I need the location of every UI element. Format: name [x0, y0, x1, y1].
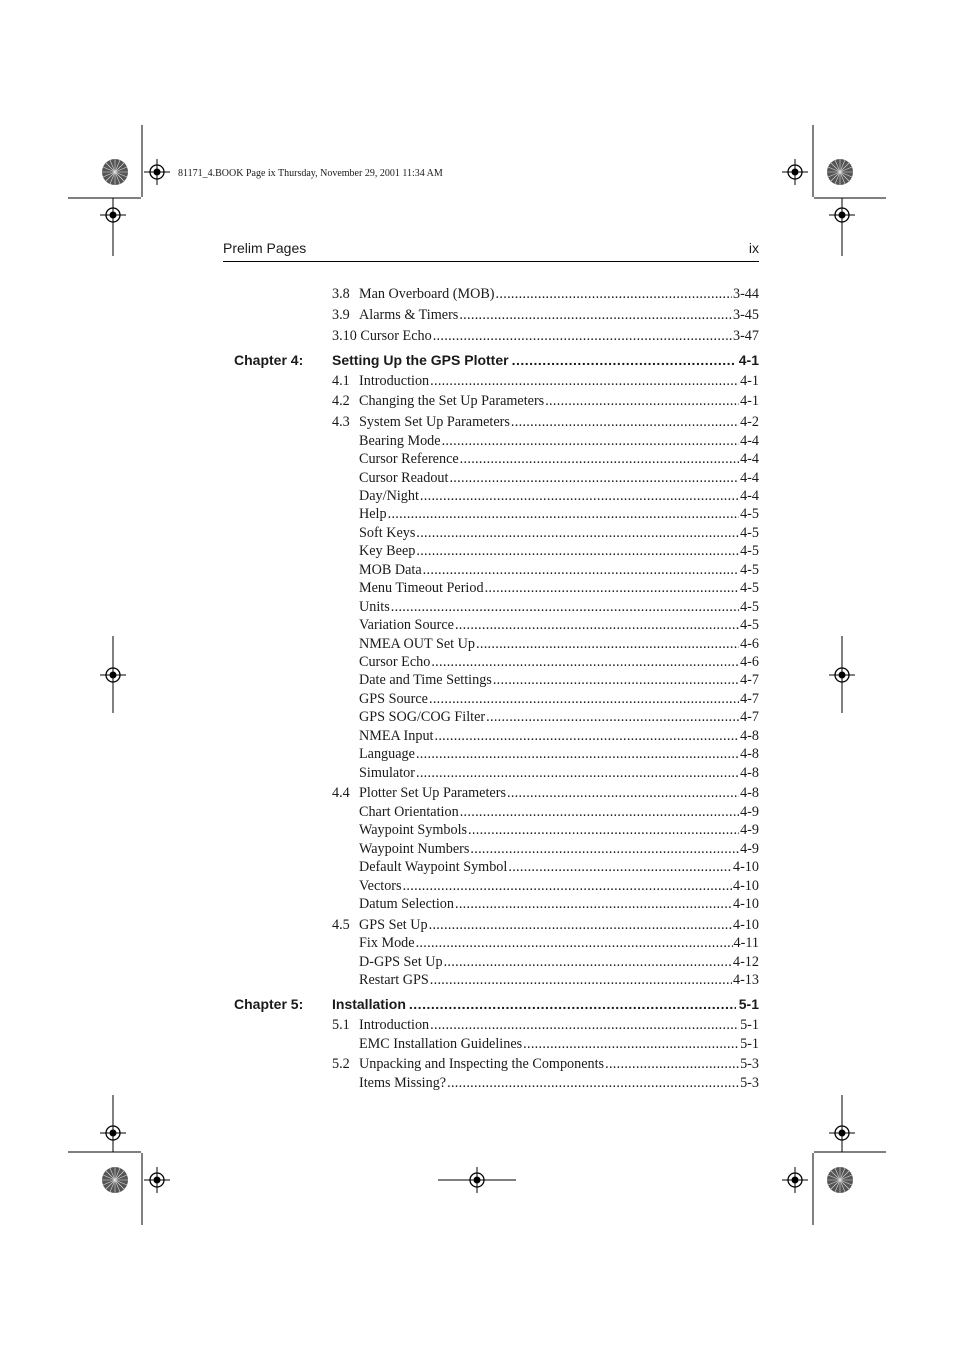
toc-subentry[interactable]: Day/Night ..... 4-4 — [359, 487, 759, 505]
toc-subentry[interactable]: Restart GPS ..... 4-13 — [359, 971, 759, 989]
toc-subentry[interactable]: Datum Selection ..... 4-10 — [359, 895, 759, 913]
toc-chapter-4[interactable]: Chapter 4: Setting Up the GPS Plotter ..... 4-1 — [234, 350, 759, 370]
toc-subentry[interactable]: Waypoint Symbols ..... 4-9 — [359, 821, 759, 839]
toc-subentry[interactable]: Help ..... 4-5 — [359, 505, 759, 523]
toc-entry[interactable]: 5.2 Unpacking and Inspecting the Components ..... 5-3 — [332, 1055, 759, 1073]
toc-subentry[interactable]: Cursor Echo ..... 4-6 — [359, 653, 759, 671]
toc-subentry[interactable]: D-GPS Set Up ..... 4-12 — [359, 953, 759, 971]
toc-subentry[interactable]: Simulator ..... 4-8 — [359, 764, 759, 782]
toc-subentry[interactable]: Waypoint Numbers ..... 4-9 — [359, 840, 759, 858]
toc-subentry[interactable]: Items Missing? ..... 5-3 — [359, 1074, 759, 1092]
toc-subentry[interactable]: NMEA OUT Set Up ..... 4-6 — [359, 635, 759, 653]
toc-subentry[interactable]: Cursor Readout ..... 4-4 — [359, 469, 759, 487]
toc-subentry[interactable]: Key Beep ..... 4-5 — [359, 542, 759, 560]
toc-subentry[interactable]: Soft Keys ..... 4-5 — [359, 524, 759, 542]
toc-entry[interactable]: 4.2 Changing the Set Up Parameters ..... 4-1 — [332, 392, 759, 410]
toc-subentry[interactable]: Variation Source ..... 4-5 — [359, 616, 759, 634]
print-slug: 81171_4.BOOK Page ix Thursday, November 29, 2001 11:34 AM — [178, 168, 443, 179]
toc-entry[interactable]: 3.8 Man Overboard (MOB) ..... 3-44 — [332, 285, 759, 303]
toc-subentry[interactable]: Units ..... 4-5 — [359, 598, 759, 616]
toc-subentry[interactable]: Default Waypoint Symbol ..... 4-10 — [359, 858, 759, 876]
toc-subentry[interactable]: GPS Source ..... 4-7 — [359, 690, 759, 708]
toc-subentry[interactable]: MOB Data ..... 4-5 — [359, 561, 759, 579]
toc-subentry[interactable]: NMEA Input ..... 4-8 — [359, 727, 759, 745]
toc-entry[interactable]: 3.9 Alarms & Timers ..... 3-45 — [332, 306, 759, 324]
toc-entry[interactable]: 4.3 System Set Up Parameters ..... 4-2 — [332, 413, 759, 431]
toc-entry[interactable]: 5.1 Introduction ..... 5-1 — [332, 1016, 759, 1034]
toc-entry[interactable]: 4.4 Plotter Set Up Parameters ..... 4-8 — [332, 784, 759, 802]
toc-subentry[interactable]: Vectors ..... 4-10 — [359, 877, 759, 895]
toc-entry[interactable]: 3.10 Cursor Echo ..... 3-47 — [332, 327, 759, 345]
page-number: ix — [748, 240, 759, 256]
header-rule — [223, 261, 759, 262]
toc-subentry[interactable]: Chart Orientation ..... 4-9 — [359, 803, 759, 821]
toc-subentry[interactable]: Language ..... 4-8 — [359, 745, 759, 763]
toc-chapter-5[interactable]: Chapter 5: Installation ..... 5-1 — [234, 994, 759, 1014]
toc-entry[interactable]: 4.5 GPS Set Up ..... 4-10 — [332, 916, 759, 934]
toc-entry[interactable]: 4.1 Introduction ..... 4-1 — [332, 372, 759, 390]
toc-subentry[interactable]: Date and Time Settings ..... 4-7 — [359, 671, 759, 689]
toc-subentry[interactable]: GPS SOG/COG Filter ..... 4-7 — [359, 708, 759, 726]
toc-subentry[interactable]: Fix Mode ..... 4-11 — [359, 934, 759, 952]
toc-subentry[interactable]: Menu Timeout Period ..... 4-5 — [359, 579, 759, 597]
toc-subentry[interactable]: EMC Installation Guidelines ..... 5-1 — [359, 1035, 759, 1053]
running-header: Prelim Pages — [223, 240, 307, 256]
toc-subentry[interactable]: Bearing Mode ..... 4-4 — [359, 432, 759, 450]
toc-subentry[interactable]: Cursor Reference ..... 4-4 — [359, 450, 759, 468]
